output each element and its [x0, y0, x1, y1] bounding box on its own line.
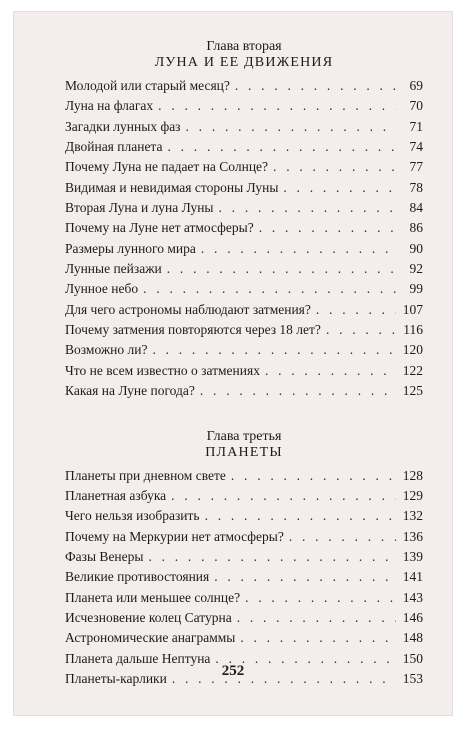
dot-leader	[200, 381, 396, 401]
toc-entry	[65, 178, 423, 198]
toc-entry	[65, 381, 423, 401]
toc-entry	[65, 218, 423, 238]
toc-entry-title: Возможно ли?	[65, 342, 148, 358]
toc-entry-page: 139	[402, 548, 423, 564]
toc-entry	[65, 76, 423, 96]
dot-leader	[148, 547, 396, 567]
toc-entry-page: 74	[409, 139, 423, 155]
toc-entry	[65, 340, 423, 360]
toc-entry-page: 146	[402, 609, 423, 625]
dot-leader	[245, 588, 396, 608]
dot-leader	[240, 628, 396, 648]
toc-entry-page: 128	[402, 467, 423, 483]
dot-leader	[235, 76, 396, 96]
toc-entry-page: 116	[403, 322, 423, 338]
toc-entry-page: 148	[402, 630, 423, 646]
toc-entry-page: 71	[409, 118, 423, 134]
toc-entry	[65, 506, 423, 526]
toc-entry	[65, 117, 423, 137]
toc-entry-title: Планета или меньшее солнце?	[65, 589, 241, 605]
dot-leader	[205, 506, 396, 526]
toc-entry-title: Луна на флагах	[65, 98, 154, 114]
toc-entry-title: Вторая Луна и луна Луны	[65, 200, 214, 216]
toc-entry-page: 77	[409, 159, 423, 175]
toc-entry-page: 107	[402, 301, 423, 317]
dot-leader	[186, 117, 396, 137]
toc-entry-title: Размеры лунного мира	[65, 240, 196, 256]
chapter-label: Глава третья	[206, 428, 282, 444]
toc-entry-title: Лунные пейзажи	[65, 261, 162, 277]
chapter-section	[65, 429, 423, 690]
toc-entries	[65, 466, 423, 690]
toc-entry	[65, 137, 423, 157]
toc-entry-page: 69	[409, 78, 423, 93]
chapter-title: ПЛАНЕТЫ	[205, 444, 283, 460]
toc-entry-title: Молодой или старый месяц?	[65, 78, 230, 93]
toc-entry	[65, 588, 423, 608]
toc-entry-page: 122	[402, 362, 423, 378]
toc-entry-title: Исчезновение колец Сатурна	[65, 609, 232, 625]
toc-entry	[65, 466, 423, 486]
dot-leader	[214, 567, 396, 587]
dot-leader	[289, 527, 396, 547]
toc-entry	[65, 320, 423, 340]
toc-entries	[65, 76, 423, 402]
table-of-contents	[65, 39, 423, 689]
dot-leader	[326, 320, 396, 340]
dot-leader	[237, 608, 396, 628]
dot-leader	[231, 466, 396, 486]
toc-entry	[65, 198, 423, 218]
toc-entry-title: Астрономические анаграммы	[65, 630, 236, 646]
toc-entry	[65, 486, 423, 506]
toc-entry-title: Какая на Луне погода?	[65, 383, 195, 399]
toc-entry-page: 86	[409, 220, 423, 236]
dot-leader	[168, 137, 397, 157]
toc-entry-title: Почему затмения повторяются через 18 лет?	[65, 322, 321, 338]
toc-entry-page: 141	[402, 569, 423, 585]
dot-leader	[201, 239, 396, 259]
page-number: 252	[221, 663, 245, 679]
dot-leader	[259, 218, 396, 238]
toc-entry	[65, 361, 423, 381]
toc-entry-title: Почему Луна не падает на Солнце?	[65, 159, 269, 175]
toc-entry-title: Планеты при дневном свете	[65, 467, 226, 483]
dot-leader	[283, 178, 396, 198]
toc-entry-title: Лунное небо	[65, 281, 139, 297]
toc-entry-title: Великие противостояния	[65, 569, 210, 585]
toc-entry-title: Почему на Луне нет атмосферы?	[65, 220, 254, 236]
book-page	[13, 11, 453, 716]
toc-entry-page: 90	[409, 240, 423, 256]
toc-entry	[65, 239, 423, 259]
dot-leader	[316, 300, 396, 320]
toc-entry	[65, 96, 423, 116]
dot-leader	[219, 198, 396, 218]
toc-entry-title: Что не всем известно о затмениях	[65, 362, 260, 378]
dot-leader	[158, 96, 396, 116]
toc-entry	[65, 157, 423, 177]
toc-entry-title: Планетная азбука	[65, 487, 167, 503]
toc-entry-title: Планета дальше Нептуна	[65, 650, 211, 666]
toc-entry-title: Видимая и невидимая стороны Луны	[65, 179, 279, 195]
toc-entry-title: Двойная планета	[65, 139, 163, 155]
toc-entry	[65, 608, 423, 628]
toc-entry-page: 143	[402, 589, 423, 605]
dot-leader	[265, 361, 396, 381]
toc-entry	[65, 527, 423, 547]
toc-entry	[65, 567, 423, 587]
toc-entry-page: 70	[409, 98, 423, 114]
chapter-label: Глава вторая	[206, 39, 282, 54]
dot-leader	[143, 279, 396, 299]
toc-entry-page: 132	[402, 508, 423, 524]
dot-leader	[171, 486, 396, 506]
toc-entry-page: 125	[402, 383, 423, 399]
toc-entry-page: 78	[409, 179, 423, 195]
toc-entry-title: Для чего астрономы наблюдают затмения?	[65, 301, 311, 317]
toc-entry-title: Фазы Венеры	[65, 548, 144, 564]
toc-entry-page: 92	[409, 261, 423, 277]
chapter-section	[65, 39, 423, 402]
toc-entry-title: Чего нельзя изобразить	[65, 508, 200, 524]
toc-entry-title: Загадки лунных фаз	[65, 118, 181, 134]
toc-entry-page: 99	[409, 281, 423, 297]
toc-entry-title: Почему на Меркурии нет атмосферы?	[65, 528, 284, 544]
toc-entry-page: 136	[402, 528, 423, 544]
toc-entry	[65, 259, 423, 279]
toc-entry	[65, 279, 423, 299]
toc-entry-page: 120	[402, 342, 423, 358]
dot-leader	[152, 340, 396, 360]
chapter-title: ЛУНА И ЕЕ ДВИЖЕНИЯ	[154, 55, 334, 70]
toc-entry-page: 129	[402, 487, 423, 503]
toc-entry-page: 84	[409, 200, 423, 216]
dot-leader	[167, 259, 396, 279]
section-spacer	[65, 402, 423, 429]
dot-leader	[273, 157, 396, 177]
toc-entry-title: Планеты-карлики	[65, 670, 167, 686]
toc-entry	[65, 628, 423, 648]
toc-entry-page: 150	[402, 650, 423, 666]
toc-entry	[65, 547, 423, 567]
toc-entry	[65, 300, 423, 320]
toc-entry-page: 153	[402, 670, 423, 686]
